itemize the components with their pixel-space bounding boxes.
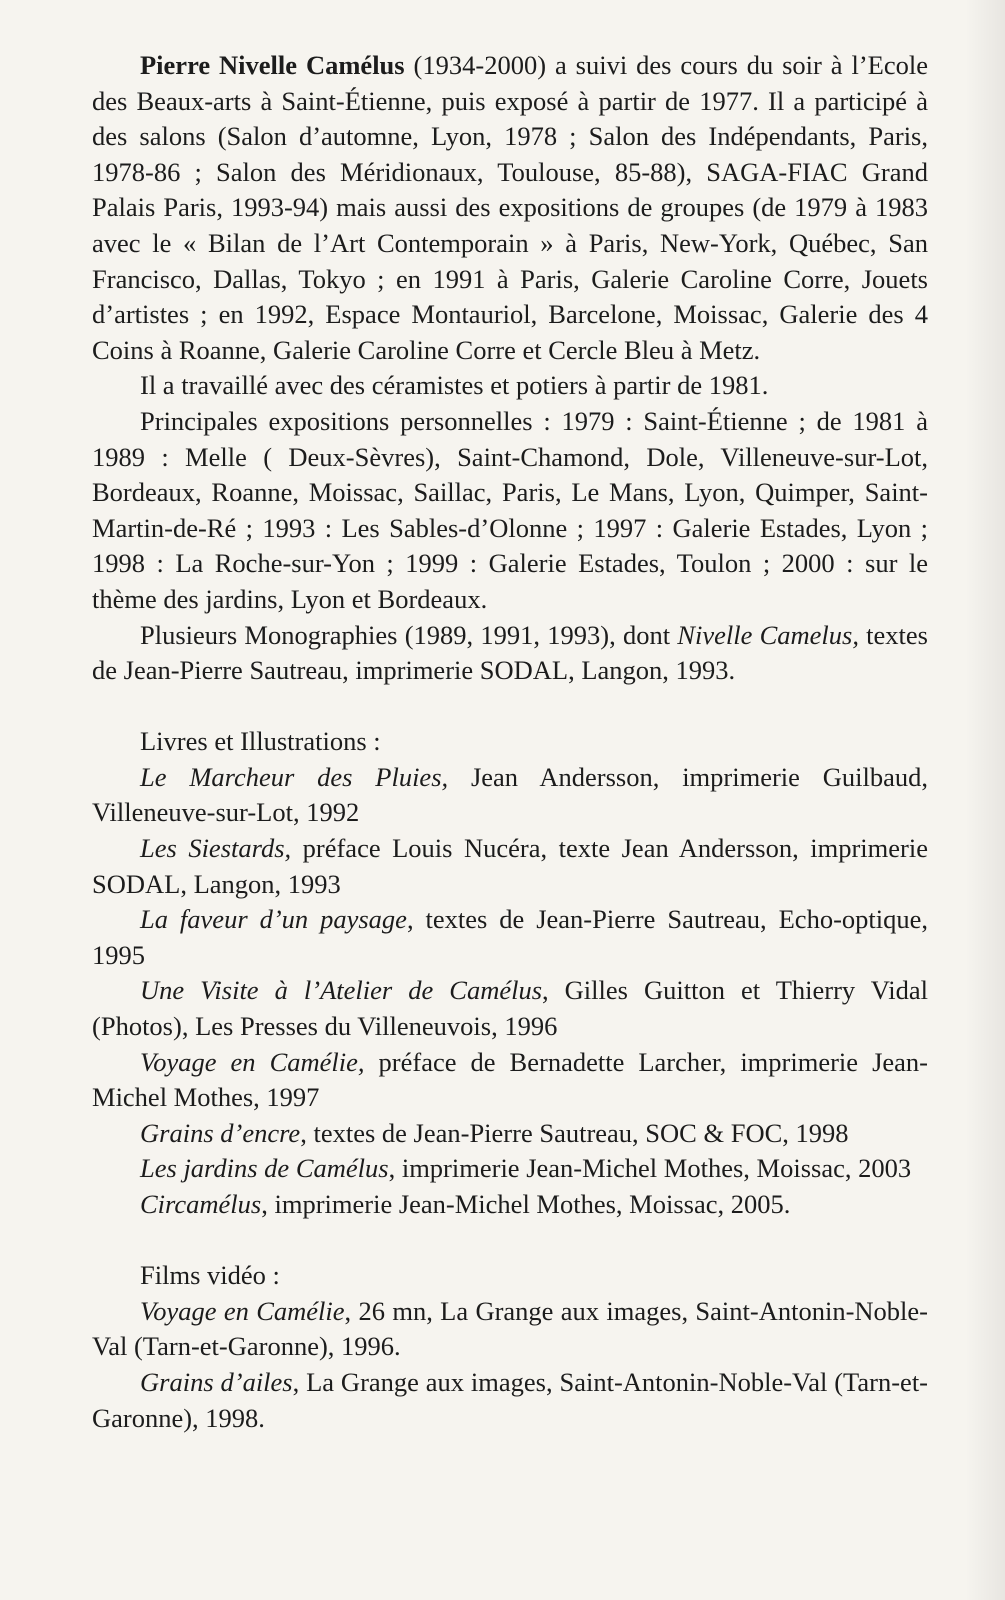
book-entry xyxy=(92,760,928,831)
book-title: La faveur d’un paysage xyxy=(140,904,407,935)
book-details: , textes de Jean-Pierre Sautreau, SOC & FOC, 1998 xyxy=(300,1117,849,1148)
section-spacer xyxy=(92,1223,928,1259)
ceramics-paragraph: Il a travaillé avec des céramistes et potiers à partir de 1981. xyxy=(140,370,769,401)
film-details: , 26 mn, La Grange aux images, Saint-Antonin-Noble-Val (Tarn-et-Garonne), 1996. xyxy=(92,1295,928,1362)
book-entry xyxy=(92,1045,928,1116)
book-details: , textes de Jean-Pierre Sautreau, Echo-optique, 1995 xyxy=(92,904,929,970)
monographs-title: Nivelle Camelus, xyxy=(677,619,859,650)
book-details: , Gilles Guitton et Thierry Vidal (Photos), Les Presses du Villeneuvois, 1996 xyxy=(92,975,928,1042)
book-entry xyxy=(92,1187,928,1223)
book-title: Les Siestards, xyxy=(140,833,292,864)
text-body xyxy=(92,48,928,1436)
book-details: , imprimerie Jean-Michel Mothes, Moissac, 2003 xyxy=(388,1153,912,1184)
bio-intro-text: (1934-2000) a suivi des cours du soir à l’Ecole des Beaux-arts à Saint-Étienne, puis exposé à partir de 1977. Il a participé à des salons (Salon d’automne, Lyon, 1978 ; Salon des Indépendants, Paris, 1978-86 ; Salon des Méridionaux, Toulouse, 85-88), SAGA-FIAC Grand Palais Paris, 1993-94) mais aussi des expositions de groupes (de 1979 à 1983 avec le « Bilan de l’Art Contemporain » à Paris, New-York, Québec, San Francisco, Dallas, Tokyo ; en 1991 à Paris, Galerie Caroline Corre, Jouets d’artistes ; en 1992, Espace Montauriol, Barcelone, Moissac, Galerie des 4 Coins à Roanne, Galerie Caroline Corre et Cercle Bleu à Metz. xyxy=(92,50,928,365)
book-title: Grains d’encre xyxy=(140,1117,301,1148)
book-title: Les jardins de Camélus xyxy=(140,1153,389,1184)
solo-shows-paragraph: Principales expositions personnelles : 1979 : Saint-Étienne ; de 1981 à 1989 : Melle ( Deux-Sèvres), Saint-Chamond, Dole, Villeneuve-sur-Lot, Bordeaux, Roanne, Moissac, Saillac, Paris, Le Mans, Lyon, Quimper, Saint-Martin-de-Ré ; 1993 : Les Sables-d’Olonne ; 1997 : Galerie Estades, Lyon ; 1998 : La Roche-sur-Yon ; 1999 : Galerie Estades, Toulon ; 2000 : sur le thème des jardins, Lyon et Bordeaux. xyxy=(92,405,928,614)
books-heading: Livres et Illustrations : xyxy=(140,726,381,757)
bio-intro-paragraph xyxy=(92,48,928,368)
film-entry xyxy=(92,1365,928,1436)
book-entry xyxy=(92,1151,928,1187)
monographs-paragraph xyxy=(92,618,928,689)
book-details: Jean Andersson, imprimerie Guilbaud, Villeneuve-sur-Lot, 1992 xyxy=(92,761,928,828)
film-details: , La Grange aux images, Saint-Antonin-Noble-Val (Tarn-et-Garonne), 1998. xyxy=(92,1366,929,1433)
book-entry xyxy=(92,902,928,973)
book-details: préface Louis Nucéra, texte Jean Andersson, imprimerie SODAL, Langon, 1993 xyxy=(92,833,928,899)
film-title: Grains d’ailes xyxy=(140,1366,293,1397)
section-spacer xyxy=(92,689,928,725)
films-heading: Films vidéo : xyxy=(140,1260,280,1291)
book-entry xyxy=(92,973,928,1044)
book-entry xyxy=(92,1116,928,1152)
film-entry xyxy=(92,1294,928,1365)
page-edge-shadow xyxy=(965,0,1005,1600)
book-details: préface de Bernadette Larcher, imprimerie Jean-Michel Mothes, 1997 xyxy=(92,1046,928,1113)
book-title: Circamélus xyxy=(140,1189,262,1219)
artist-name: Pierre Nivelle Camélus xyxy=(140,50,405,80)
book-details: , imprimerie Jean-Michel Mothes, Moissac, 2005. xyxy=(261,1189,791,1219)
book-title: Une Visite à l’Atelier de Camélus xyxy=(140,975,543,1006)
film-title: Voyage en Camélie xyxy=(140,1295,345,1326)
book-title: Voyage en Camélie, xyxy=(140,1046,365,1077)
monographs-prefix: Plusieurs Monographies (1989, 1991, 1993), dont xyxy=(140,619,678,650)
monographs-suffix: textes de Jean-Pierre Sautreau, imprimerie SODAL, Langon, 1993. xyxy=(92,619,928,686)
book-title: Le Marcheur des Pluies, xyxy=(140,761,449,792)
book-entry xyxy=(92,831,928,902)
